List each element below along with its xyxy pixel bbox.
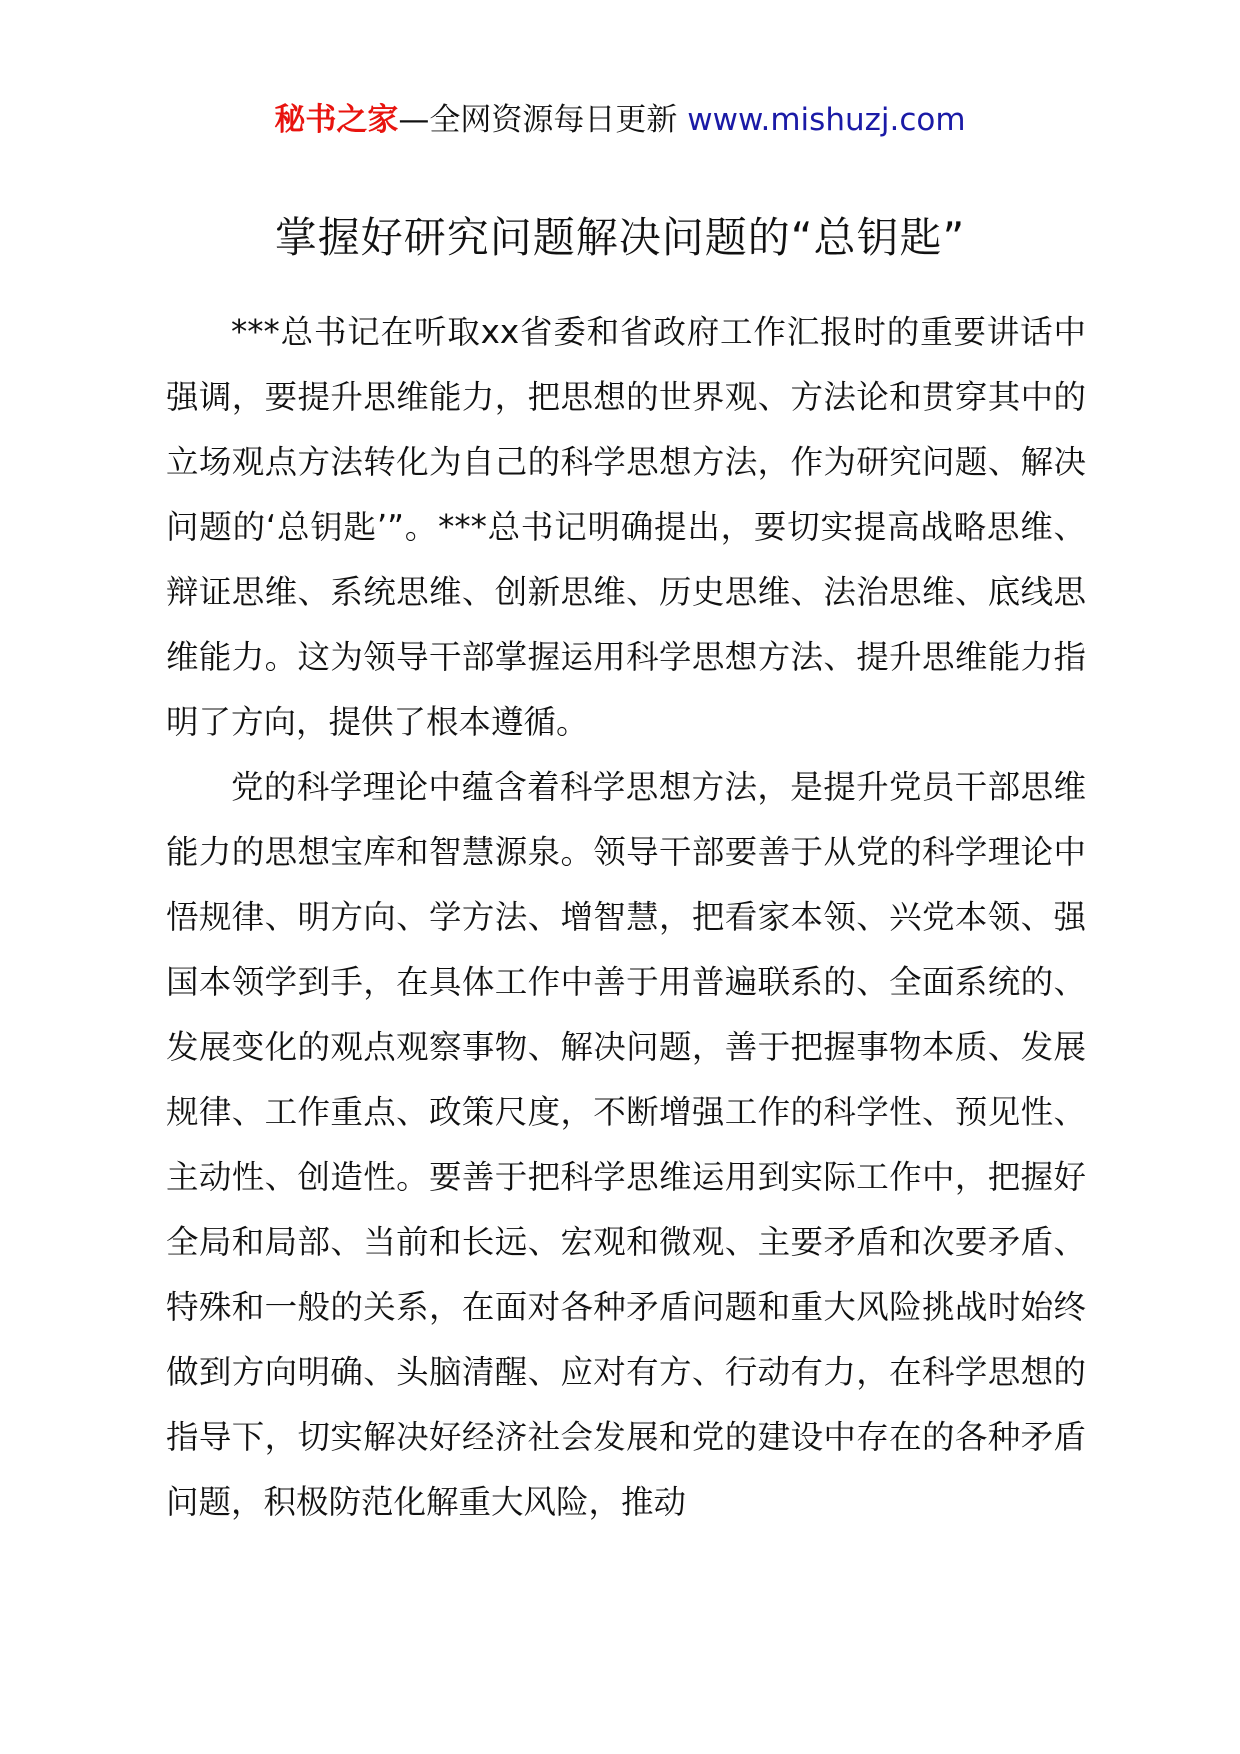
site-brand: 秘书之家 <box>274 102 399 138</box>
site-header <box>0 100 1240 140</box>
document-body <box>166 300 1086 1535</box>
site-tagline: —全网资源每日更新 <box>398 102 678 138</box>
paragraph: ***总书记在听取xx省委和省政府工作汇报时的重要讲话中强调，要提升思维能力，把思想的世界观、方法论和贯穿其中的立场观点方法转化为自己的科学思想方法，作为研究问题、解决问题的‘总钥匙’”。***总书记明确提出，要切实提高战略思维、辩证思维、系统思维、创新思维、历史思维、法治思维、底线思维能力。这为领导干部掌握运用科学思想方法、提升思维能力指明了方向，提供了根本遵循。 <box>166 313 1086 741</box>
site-url-link[interactable]: www.mishuzj.com <box>687 102 966 138</box>
document-title: 掌握好研究问题解决问题的“总钥匙” <box>274 213 966 262</box>
paragraph: 党的科学理论中蕴含着科学思想方法，是提升党员干部思维能力的思想宝库和智慧源泉。领导干部要善于从党的科学理论中悟规律、明方向、学方法、增智慧，把看家本领、兴党本领、强国本领学到手，在具体工作中善于用普遍联系的、全面系统的、发展变化的观点观察事物、解决问题，善于把握事物本质、发展规律、工作重点、政策尺度，不断增强工作的科学性、预见性、主动性、创造性。要善于把科学思维运用到实际工作中，把握好全局和局部、当前和长远、宏观和微观、主要矛盾和次要矛盾、特殊和一般的关系，在面对各种矛盾问题和重大风险挑战时始终做到方向明确、头脑清醒、应对有方、行动有力，在科学思想的指导下，切实解决好经济社会发展和党的建设中存在的各种矛盾问题，积极防范化解重大风险，推动 <box>166 768 1086 1521</box>
